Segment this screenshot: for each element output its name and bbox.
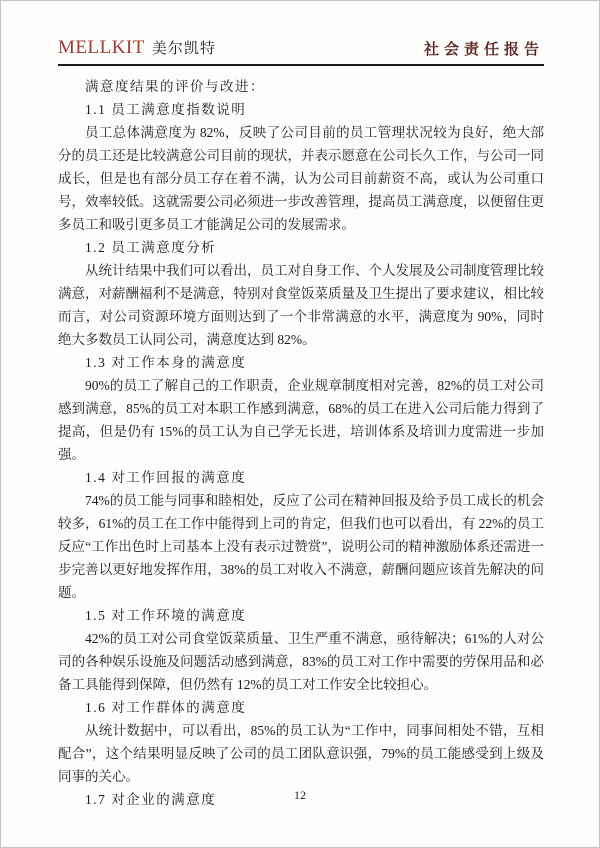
page-header bbox=[58, 37, 544, 66]
section-heading: 1.7 对企业的满意度 bbox=[85, 792, 217, 807]
report-title: 社会责任报告 bbox=[423, 42, 544, 58]
paragraph: 从统计结果中我们可以看出，员工对自身工作、个人发展及公司制度管理比较满意，对薪酬福利不是满意，特别对食堂饭菜质量及卫生提出了要求建议，相比较而言，对公司资源环境方面则达到了一个非常满意的水平，满意度为 90%，同时绝大多数员工认同公司，满意度达到 82%。 bbox=[58, 263, 544, 347]
paragraph: 员工总体满意度为 82%，反映了公司目前的员工管理状况较为良好，绝大部分的员工还是比较满意公司目前的现状，并表示愿意在公司长久工作，与公司一同成长，但是也有部分员工存在着不满，认为公司目前薪资不高，或认为公司重口号，效率较低。这就需要公司必须进一步改善管理，提高员工满意度，以便留住更多员工和吸引更多员工才能满足公司的发展需求。 bbox=[58, 125, 544, 232]
section-heading: 1.4 对工作回报的满意度 bbox=[85, 470, 247, 485]
brand-logo-latin: MELLKIT bbox=[58, 37, 145, 58]
section-heading: 1.6 对工作群体的满意度 bbox=[85, 700, 247, 715]
paragraph: 90%的员工了解自己的工作职责，企业规章制度相对完善，82%的员工对公司感到满意，85%的员工对本职工作感到满意，68%的员工在进入公司后能力得到了提高，但是仍有 15%的员工认为自己学无长进，培训体系及培训力度需进一步加强。 bbox=[58, 378, 544, 462]
report-body bbox=[58, 75, 544, 811]
paragraph: 42%的员工对公司食堂饭菜质量、卫生严重不满意，亟待解决；61%的人对公司的各种娱乐设施及问题活动感到满意，83%的员工对工作中需要的劳保用品和必备工具能得到保障，但仍然有 12%的员工对工作安全比较担心。 bbox=[58, 631, 544, 692]
section-heading: 1.1 员工满意度指数说明 bbox=[85, 102, 247, 117]
page-number: 12 bbox=[294, 788, 306, 802]
paragraph: 从统计数据中，可以看出，85%的员工认为“工作中，同事间相处不错，互相配合”，这个结果明显反映了公司的员工团队意识强，79%的员工能感受到上级及同事的关心。 bbox=[58, 723, 544, 784]
brand-logo bbox=[58, 37, 216, 59]
brand-logo-chinese: 美尔凯特 bbox=[151, 41, 216, 57]
section-heading: 1.5 对工作环境的满意度 bbox=[85, 608, 247, 623]
paragraph: 74%的员工能与同事和睦相处，反应了公司在精神回报及给予员工成长的机会较多，61%的员工在工作中能得到上司的肯定，但我们也可以看出，有 22%的员工反应“工作出色时上司基本上没有表示过赞赏”，说明公司的精神激励体系还需进一步完善以更好地发挥作用，38%的员工对收入不满意，薪酬问题应该首先解决的问题。 bbox=[58, 493, 544, 600]
section-heading: 1.2 员工满意度分析 bbox=[85, 240, 217, 255]
intro-line: 满意度结果的评价与改进： bbox=[85, 79, 265, 94]
page-footer bbox=[1, 788, 599, 803]
section-heading: 1.3 对工作本身的满意度 bbox=[85, 355, 247, 370]
